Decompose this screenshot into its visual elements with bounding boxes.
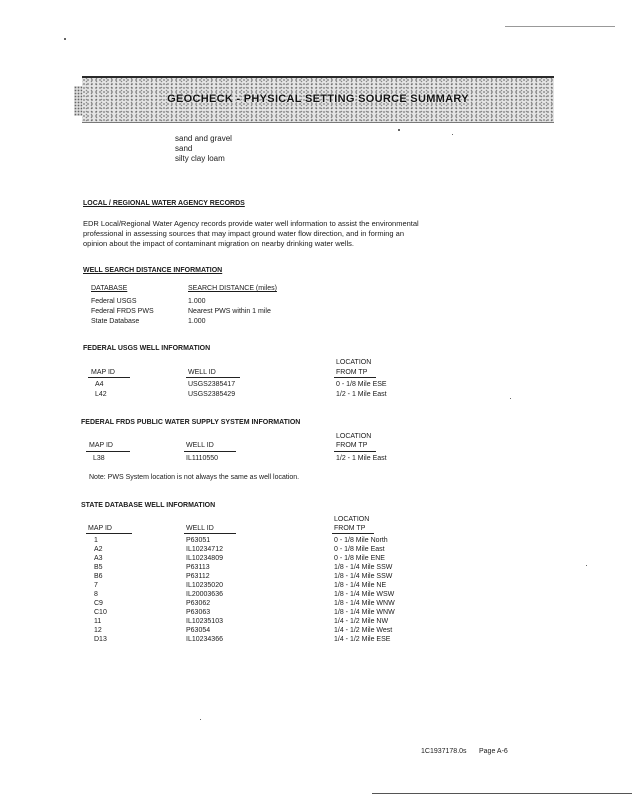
map-id: C10 [94, 609, 107, 616]
map-id: 1 [94, 537, 98, 544]
usgs-heading: FEDERAL USGS WELL INFORMATION [83, 345, 211, 352]
well-location: 1/8 - 1/4 Mile NE [334, 582, 387, 589]
scan-speck [586, 565, 587, 566]
col-well-id: WELL ID [186, 525, 214, 532]
col-database: DATABASE [91, 285, 128, 292]
search-distance: 1.000 [188, 298, 206, 305]
well-location: 1/8 - 1/4 Mile WNW [334, 609, 395, 616]
well-location: 1/4 - 1/2 Mile West [334, 627, 393, 634]
scan-artifact [372, 793, 632, 794]
column-rule [186, 377, 240, 378]
column-rule [88, 377, 130, 378]
col-map-id: MAP ID [89, 442, 113, 449]
soil-item: silty clay loam [175, 154, 225, 163]
col-location: LOCATION [334, 516, 370, 523]
well-id: P63054 [186, 627, 211, 634]
frds-note: Note: PWS System location is not always the same as well location. [89, 474, 300, 481]
well-location: 0 - 1/8 Mile ESE [336, 381, 387, 388]
well-id: P63063 [186, 609, 211, 616]
database-name: State Database [91, 318, 140, 325]
scan-speck [200, 719, 201, 720]
well-location: 1/8 - 1/4 Mile SSW [334, 564, 393, 571]
agency-paragraph-line: professional in assessing sources that may impact ground water flow direction, and in forming an [83, 229, 404, 238]
col-well-id: WELL ID [188, 369, 216, 376]
soil-item: sand [175, 144, 193, 153]
map-id: 12 [94, 627, 102, 634]
well-location: 1/4 - 1/2 Mile NW [334, 618, 389, 625]
frds-heading: FEDERAL FRDS PUBLIC WATER SUPPLY SYSTEM INFORMATION [81, 419, 301, 426]
scan-artifact [505, 26, 615, 27]
col-map-id: MAP ID [91, 369, 115, 376]
col-location: LOCATION [336, 359, 372, 366]
map-id: 7 [94, 582, 98, 589]
col-well-id: WELL ID [186, 442, 214, 449]
column-rule [86, 533, 132, 534]
col-from-tp: FROM TP [336, 442, 368, 449]
column-rule [334, 451, 376, 452]
well-location: 0 - 1/8 Mile ENE [334, 555, 385, 562]
col-from-tp: FROM TP [336, 369, 368, 376]
well-id: IL10234366 [186, 636, 223, 643]
well-id: IL10234809 [186, 555, 223, 562]
well-id: P63113 [186, 564, 210, 571]
well-location: 1/2 - 1 Mile East [336, 391, 387, 398]
well-id: IL10235103 [186, 618, 223, 625]
well-id: IL1110550 [186, 455, 219, 462]
col-map-id: MAP ID [88, 525, 112, 532]
well-id: IL10235020 [186, 582, 223, 589]
map-id: 11 [94, 618, 102, 625]
well-id: IL20003636 [186, 591, 223, 598]
well-location: 1/2 - 1 Mile East [336, 455, 387, 462]
database-name: Federal FRDS PWS [91, 308, 154, 315]
col-search-distance: SEARCH DISTANCE (miles) [188, 285, 277, 292]
agency-heading: LOCAL / REGIONAL WATER AGENCY RECORDS [83, 200, 245, 207]
scan-speck [64, 38, 66, 40]
well-location: 1/8 - 1/4 Mile WNW [334, 600, 395, 607]
page-banner [82, 76, 554, 123]
scan-speck [452, 134, 453, 135]
map-id: B5 [94, 564, 103, 571]
column-rule [332, 533, 374, 534]
column-rule [184, 451, 236, 452]
map-id: L38 [93, 455, 105, 462]
agency-paragraph-line: EDR Local/Regional Water Agency records provide water well information to assist the environmental [83, 219, 419, 228]
well-location: 1/8 - 1/4 Mile SSW [334, 573, 393, 580]
soil-item: sand and gravel [175, 134, 232, 143]
agency-paragraph-line: opinion about the impact of contaminant migration on nearby drinking water wells. [83, 239, 354, 248]
banner-edge [74, 86, 82, 116]
col-from-tp: FROM TP [334, 525, 366, 532]
column-rule [86, 451, 130, 452]
map-id: A4 [95, 381, 104, 388]
well-search-heading: WELL SEARCH DISTANCE INFORMATION [83, 267, 223, 274]
col-location: LOCATION [336, 433, 372, 440]
well-id: P63062 [186, 600, 211, 607]
search-distance: Nearest PWS within 1 mile [188, 308, 271, 315]
page-number: Page A-6 [479, 748, 508, 755]
document-id: 1C1937178.0s [421, 748, 467, 755]
well-id: P63112 [186, 573, 210, 580]
well-id: IL10234712 [186, 546, 223, 553]
state-heading: STATE DATABASE WELL INFORMATION [81, 502, 216, 509]
scan-speck [510, 398, 511, 399]
well-id: USGS2385429 [188, 391, 236, 398]
column-rule [334, 377, 376, 378]
well-id: P63051 [186, 537, 211, 544]
map-id: A2 [94, 546, 103, 553]
column-rule [184, 533, 236, 534]
well-location: 0 - 1/8 Mile North [334, 537, 388, 544]
map-id: B6 [94, 573, 103, 580]
map-id: C9 [94, 600, 103, 607]
map-id: D13 [94, 636, 107, 643]
map-id: A3 [94, 555, 103, 562]
well-id: USGS2385417 [188, 381, 236, 388]
map-id: L42 [95, 391, 107, 398]
page-title: GEOCHECK - PHYSICAL SETTING SOURCE SUMMARY [167, 93, 469, 105]
map-id: 8 [94, 591, 98, 598]
scan-speck [398, 129, 400, 131]
database-name: Federal USGS [91, 298, 137, 305]
search-distance: 1.000 [188, 318, 206, 325]
well-location: 1/4 - 1/2 Mile ESE [334, 636, 391, 643]
well-location: 1/8 - 1/4 Mile WSW [334, 591, 395, 598]
well-location: 0 - 1/8 Mile East [334, 546, 385, 553]
